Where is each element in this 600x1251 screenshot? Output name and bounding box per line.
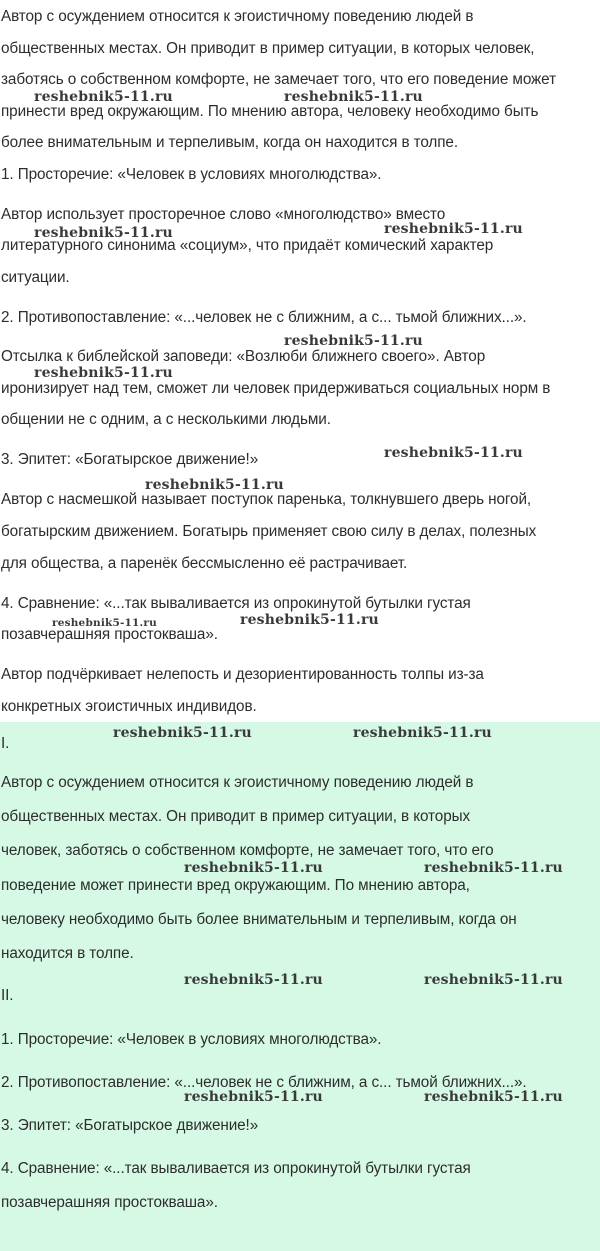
text-line: поведение может принести вред окружающим. По мнению автора, bbox=[1, 877, 470, 894]
watermark: reshebnik5-11.ru bbox=[353, 725, 492, 741]
text-line: Автор подчёркивает нелепость и дезориентированность толпы из-за bbox=[1, 666, 484, 683]
text-line: иронизирует над тем, сможет ли человек придерживаться социальных норм в bbox=[1, 380, 551, 397]
watermark: reshebnik5-11.ru bbox=[52, 617, 157, 629]
text-line: ситуации. bbox=[1, 269, 70, 286]
watermark: reshebnik5-11.ru bbox=[284, 333, 423, 349]
watermark: reshebnik5-11.ru bbox=[184, 860, 323, 876]
text-line: 2. Противопоставление: «...человек не с ближним, а с... тьмой ближних...». bbox=[1, 309, 527, 326]
text-line: общении не с одним, а с несколькими людьми. bbox=[1, 411, 331, 428]
text-line: находится в толпе. bbox=[1, 945, 134, 962]
section-numeral: I. bbox=[1, 735, 10, 752]
text-line: 2. Противопоставление: «...человек не с ближним, а с... тьмой ближних...». bbox=[1, 1074, 527, 1091]
text-line: человек, заботясь о собственном комфорте, не замечает того, что его bbox=[1, 842, 494, 859]
watermark: reshebnik5-11.ru bbox=[34, 89, 173, 105]
text-line: общественных местах. Он приводит в пример ситуации, в которых bbox=[1, 808, 471, 825]
text-line: для общества, а паренёк бессмысленно её растрачивает. bbox=[1, 555, 408, 572]
text-line: 1. Просторечие: «Человек в условиях многолюдства». bbox=[1, 166, 382, 183]
text-line: принести вред окружающим. По мнению автора, человеку необходимо быть bbox=[1, 103, 539, 120]
text-line: Автор с осуждением относится к эгоистичному поведению людей в bbox=[1, 774, 474, 791]
text-line: богатырским движением. Богатырь применяет свою силу в делах, полезных bbox=[1, 523, 537, 540]
text-line: общественных местах. Он приводит в пример ситуации, в которых человек, bbox=[1, 40, 535, 57]
text-line: 4. Сравнение: «...так вываливается из опрокинутой бутылки густая bbox=[1, 1160, 471, 1177]
watermark: reshebnik5-11.ru bbox=[384, 445, 523, 461]
watermark: reshebnik5-11.ru bbox=[424, 1089, 563, 1105]
watermark: reshebnik5-11.ru bbox=[424, 860, 563, 876]
text-line: Автор с осуждением относится к эгоистичному поведению людей в bbox=[1, 8, 474, 25]
text-line: Автор использует просторечное слово «многолюдство» вместо bbox=[1, 206, 446, 223]
text-line: более внимательным и терпеливым, когда он находится в толпе. bbox=[1, 134, 458, 151]
watermark: reshebnik5-11.ru bbox=[284, 89, 423, 105]
watermark: reshebnik5-11.ru bbox=[34, 365, 173, 381]
watermark: reshebnik5-11.ru bbox=[34, 225, 173, 241]
watermark: reshebnik5-11.ru bbox=[384, 221, 523, 237]
watermark: reshebnik5-11.ru bbox=[184, 1089, 323, 1105]
watermark: reshebnik5-11.ru bbox=[145, 477, 284, 493]
text-line: 1. Просторечие: «Человек в условиях многолюдства». bbox=[1, 1031, 382, 1048]
text-line: человеку необходимо быть более внимательным и терпеливым, когда он bbox=[1, 911, 517, 928]
text-line: 3. Эпитет: «Богатырское движение!» bbox=[1, 1117, 259, 1134]
text-line: Отсылка к библейской заповеди: «Возлюби ближнего своего». Автор bbox=[1, 348, 486, 365]
section-numeral: II. bbox=[1, 987, 14, 1004]
text-line: позавчерашняя простокваша». bbox=[1, 626, 218, 643]
text-line: конкретных эгоистичных индивидов. bbox=[1, 698, 257, 715]
watermark: reshebnik5-11.ru bbox=[240, 612, 379, 628]
text-line: позавчерашняя простокваша». bbox=[1, 1194, 218, 1211]
text-line: литературного синонима «социум», что придаёт комический характер bbox=[1, 237, 494, 254]
watermark: reshebnik5-11.ru bbox=[113, 725, 252, 741]
text-line: 3. Эпитет: «Богатырское движение!» bbox=[1, 451, 259, 468]
text-line: Автор с насмешкой называет поступок паренька, толкнувшего дверь ногой, bbox=[1, 491, 532, 508]
watermark: reshebnik5-11.ru bbox=[424, 972, 563, 988]
text-line: заботясь о собственном комфорте, не замечает того, что его поведение может bbox=[1, 71, 556, 88]
watermark: reshebnik5-11.ru bbox=[184, 972, 323, 988]
text-line: 4. Сравнение: «...так вываливается из опрокинутой бутылки густая bbox=[1, 595, 471, 612]
